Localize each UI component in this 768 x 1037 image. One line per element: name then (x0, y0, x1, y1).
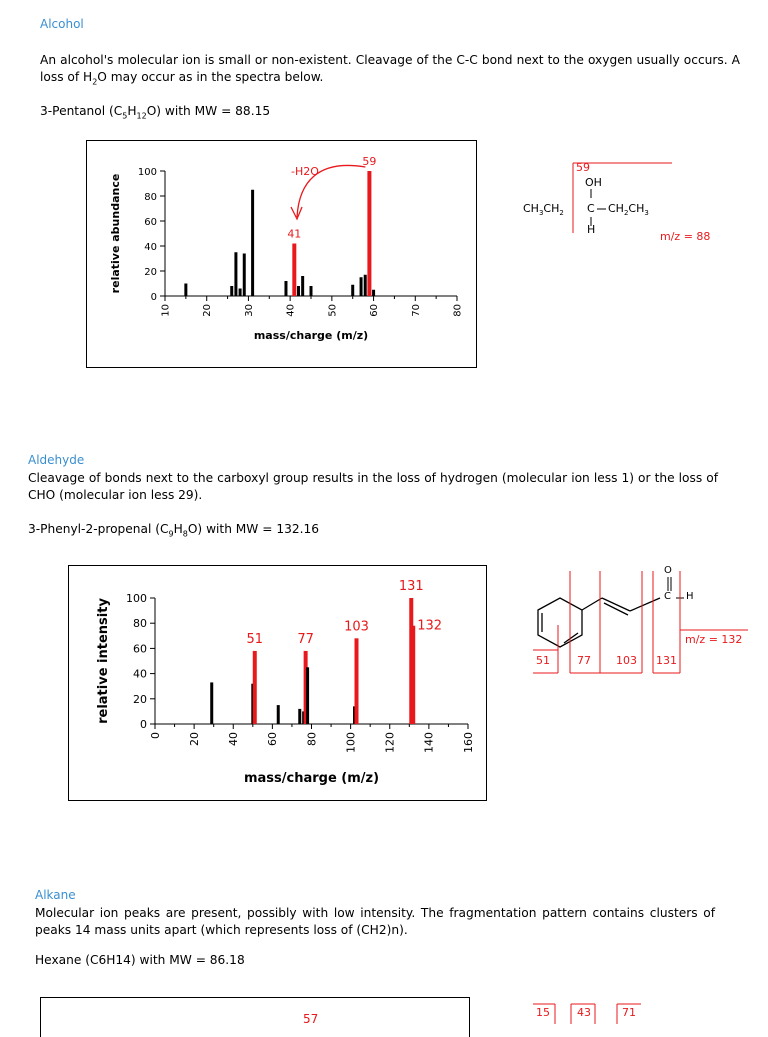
frag-label: 103 (616, 654, 637, 667)
x-tick-label: 50 (327, 304, 339, 317)
compound-sub: 5 (122, 111, 128, 121)
x-tick-label: 30 (243, 304, 255, 317)
x-tick-label: 60 (369, 304, 381, 317)
hexane-structure (533, 1002, 653, 1024)
peak-bar (253, 651, 257, 724)
cinnamaldehyde-structure-lines (520, 565, 755, 675)
x-tick-label: 10 (160, 304, 172, 317)
frag-label-59: 59 (576, 161, 590, 174)
compound-text: O) with MW = 88.15 (146, 104, 271, 118)
compound-sub: 9 (168, 529, 174, 539)
frag-label: 71 (622, 1006, 636, 1019)
atom-sub: 2 (623, 209, 629, 218)
peak-label: 59 (362, 155, 377, 168)
frag-label: 77 (577, 654, 591, 667)
y-tick-label: 40 (133, 667, 147, 681)
x-tick-label: 40 (285, 304, 297, 317)
alcohol-paragraph (40, 52, 740, 90)
alcohol-chart-frame (86, 140, 477, 368)
y-tick-label: 0 (150, 292, 157, 303)
peak-label: 132 (417, 618, 443, 634)
peak-bar (292, 244, 296, 297)
y-tick-label: 60 (133, 642, 147, 656)
peak-bar (210, 682, 213, 724)
peak-bar (306, 667, 309, 724)
atom: CH (543, 202, 560, 215)
atom: CH (523, 202, 539, 215)
peak-bar (277, 705, 280, 724)
mz-label: m/z = 132 (685, 633, 743, 646)
x-tick-label: 20 (187, 732, 201, 746)
aldehyde-chart-frame (68, 565, 487, 801)
hydrogen-atom: H (686, 591, 694, 602)
atom: CH (608, 202, 624, 215)
pentanol-structure (515, 155, 745, 250)
peak-bar (301, 276, 304, 296)
compound-text: O) with MW = 132.16 (187, 522, 319, 536)
y-tick-label: 60 (144, 217, 157, 228)
cinnamaldehyde-structure (520, 565, 755, 675)
peak-label: 103 (344, 619, 369, 635)
peak-bar (239, 289, 242, 297)
mz-label: m/z = 88 (660, 230, 711, 243)
alkane-peak-label: 57 (303, 1012, 319, 1026)
loss-arrowhead (291, 207, 302, 219)
y-tick-label: 20 (133, 692, 147, 706)
y-axis-label: relative abundance (109, 173, 122, 294)
x-tick-label: 70 (410, 304, 422, 317)
x-tick-label: 120 (383, 732, 397, 753)
center-carbon: C (587, 202, 595, 215)
y-tick-label: 100 (126, 592, 147, 605)
y-tick-label: 80 (133, 617, 147, 631)
x-tick-label: 0 (148, 732, 162, 739)
y-axis-label: relative intensity (96, 598, 111, 724)
peak-bar (351, 285, 354, 296)
x-tick-label: 140 (422, 732, 436, 753)
x-tick-label: 80 (305, 732, 319, 746)
peak-bar (411, 626, 415, 724)
oxygen-atom: O (664, 565, 672, 576)
frag-label: 15 (536, 1006, 550, 1019)
x-tick-label: 60 (266, 732, 280, 746)
compound-text: H (127, 104, 137, 118)
peak-bar (298, 709, 301, 724)
peak-label: 77 (297, 631, 314, 647)
peak-bar (364, 275, 367, 296)
aldehyde-heading: Aldehyde (28, 453, 85, 467)
atom-sub: 2 (559, 209, 564, 218)
compound-text: H (173, 522, 183, 536)
compound-text: 3-Pentanol (C (40, 104, 123, 118)
compound-sub: 12 (136, 111, 147, 121)
alkane-compound: Hexane (C6H14) with MW = 86.18 (35, 953, 245, 967)
peak-bar (184, 284, 187, 297)
aldehyde-compound (28, 521, 319, 542)
x-tick-label: 40 (227, 732, 241, 746)
alcohol-spectrum-chart (87, 141, 475, 366)
carbon-atom: C (664, 591, 671, 602)
peak-bar (251, 190, 254, 296)
x-tick-label: 160 (461, 732, 475, 753)
aldehyde-paragraph: Cleavage of bonds next to the carboxyl group results in the loss of hydrogen (molecular ion less 1) or the loss of CHO (molecular ion less 29). (28, 471, 718, 502)
peak-bar (360, 277, 363, 296)
x-axis-label: mass/charge (m/z) (253, 329, 369, 342)
peak-bar (230, 286, 233, 296)
alcohol-heading: Alcohol (40, 17, 84, 31)
peak-bar (297, 286, 300, 296)
x-tick-label: 100 (344, 732, 358, 753)
atom-sub: 3 (538, 209, 544, 218)
frag-label: 51 (536, 654, 550, 667)
x-axis-label: mass/charge (m/z) (243, 771, 380, 786)
compound-sub: 8 (182, 529, 188, 539)
y-tick-label: 80 (144, 192, 157, 203)
left-chain (523, 202, 564, 217)
y-tick-label: 40 (144, 242, 157, 253)
peak-bar (354, 638, 358, 724)
atom-sub: 3 (644, 209, 649, 218)
x-tick-label: 20 (202, 304, 214, 317)
frag-label: 43 (577, 1006, 591, 1019)
peak-bar (367, 171, 371, 296)
peak-bar (310, 286, 313, 296)
y-tick-label: 0 (140, 718, 147, 731)
alcohol-para-part2: O may occur as in the spectra below. (97, 70, 324, 84)
peak-bar (234, 252, 237, 296)
peak-label: 41 (287, 227, 302, 241)
x-tick-label: 80 (452, 304, 464, 317)
alkane-chart-frame (40, 997, 470, 1037)
oh-group: OH (585, 176, 602, 189)
alkane-paragraph: Molecular ion peaks are present, possibly with low intensity. The fragmentation pattern contains clusters of peaks 14 mass units apart (which represents loss of (CH2)n). (35, 906, 715, 937)
y-tick-label: 20 (144, 267, 157, 278)
right-chain (608, 202, 649, 217)
peak-label: 51 (246, 631, 264, 647)
alkane-heading: Alkane (35, 888, 76, 902)
peak-bar (372, 290, 375, 296)
loss-annotation: -H2O (291, 165, 319, 178)
alcohol-para-part1: An alcohol's molecular ion is small or non-existent. Cleavage of the C-C bond next to the oxygen usually occurs. A loss of H (40, 53, 740, 84)
h-atom: H (587, 223, 596, 236)
compound-text: 3-Phenyl-2-propenal (C (28, 522, 169, 536)
peak-label: 131 (398, 579, 424, 594)
atom: CH (628, 202, 645, 215)
peak-bar (243, 254, 246, 297)
frag-label: 131 (656, 654, 677, 667)
y-tick-label: 100 (137, 167, 157, 178)
alcohol-para-sub: 2 (92, 77, 98, 87)
alcohol-compound (40, 103, 270, 124)
aldehyde-spectrum-chart (69, 566, 485, 799)
peak-bar (284, 281, 287, 296)
